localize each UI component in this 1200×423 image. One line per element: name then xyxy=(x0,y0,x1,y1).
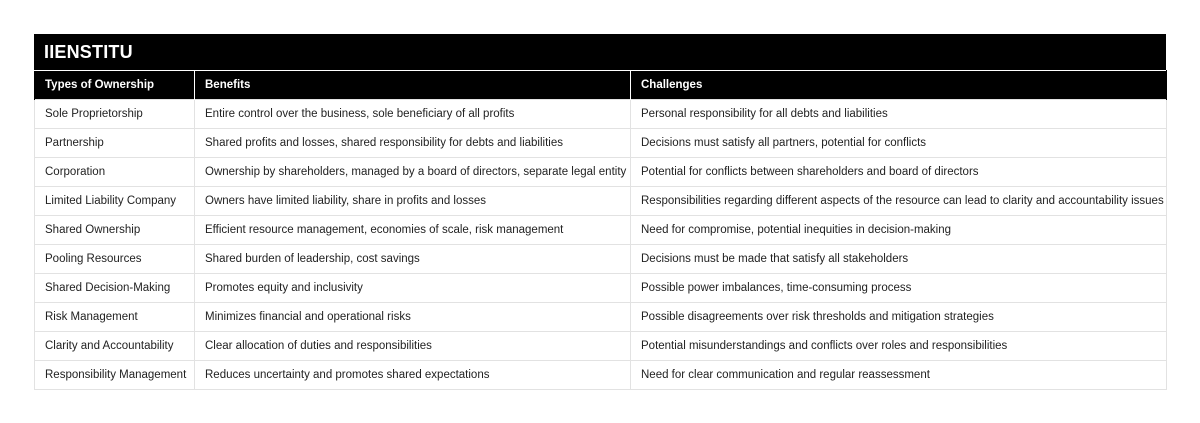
cell-challenges: Potential for conflicts between shareholders and board of directors xyxy=(631,158,1167,187)
ownership-table xyxy=(34,70,1167,390)
cell-challenges: Personal responsibility for all debts and liabilities xyxy=(631,100,1167,129)
cell-benefits: Clear allocation of duties and responsibilities xyxy=(195,332,631,361)
table-row xyxy=(35,187,1167,216)
table-row xyxy=(35,100,1167,129)
column-header-challenges: Challenges xyxy=(631,71,1167,100)
table-row xyxy=(35,245,1167,274)
cell-challenges: Possible power imbalances, time-consuming process xyxy=(631,274,1167,303)
cell-challenges: Need for clear communication and regular reassessment xyxy=(631,361,1167,390)
cell-challenges: Decisions must satisfy all partners, potential for conflicts xyxy=(631,129,1167,158)
cell-type: Pooling Resources xyxy=(35,245,195,274)
cell-type: Clarity and Accountability xyxy=(35,332,195,361)
table-row xyxy=(35,332,1167,361)
cell-benefits: Minimizes financial and operational risks xyxy=(195,303,631,332)
table-row xyxy=(35,129,1167,158)
table-row xyxy=(35,303,1167,332)
cell-type: Limited Liability Company xyxy=(35,187,195,216)
cell-benefits: Shared profits and losses, shared responsibility for debts and liabilities xyxy=(195,129,631,158)
table-row xyxy=(35,361,1167,390)
cell-type: Risk Management xyxy=(35,303,195,332)
cell-type: Responsibility Management xyxy=(35,361,195,390)
column-header-benefits: Benefits xyxy=(195,71,631,100)
cell-type: Shared Decision-Making xyxy=(35,274,195,303)
cell-challenges: Responsibilities regarding different aspects of the resource can lead to clarity and accountability issues xyxy=(631,187,1167,216)
table-header-row xyxy=(35,71,1167,100)
cell-type: Partnership xyxy=(35,129,195,158)
table-row xyxy=(35,216,1167,245)
cell-challenges: Potential misunderstandings and conflicts over roles and responsibilities xyxy=(631,332,1167,361)
cell-challenges: Possible disagreements over risk thresholds and mitigation strategies xyxy=(631,303,1167,332)
cell-benefits: Ownership by shareholders, managed by a board of directors, separate legal entity xyxy=(195,158,631,187)
cell-benefits: Entire control over the business, sole beneficiary of all profits xyxy=(195,100,631,129)
brand-header: IIENSTITU xyxy=(34,34,1166,70)
cell-benefits: Shared burden of leadership, cost savings xyxy=(195,245,631,274)
cell-benefits: Reduces uncertainty and promotes shared expectations xyxy=(195,361,631,390)
cell-challenges: Need for compromise, potential inequities in decision-making xyxy=(631,216,1167,245)
table-row xyxy=(35,158,1167,187)
cell-type: Shared Ownership xyxy=(35,216,195,245)
cell-type: Corporation xyxy=(35,158,195,187)
column-header-types: Types of Ownership xyxy=(35,71,195,100)
cell-benefits: Efficient resource management, economies of scale, risk management xyxy=(195,216,631,245)
cell-benefits: Promotes equity and inclusivity xyxy=(195,274,631,303)
cell-benefits: Owners have limited liability, share in profits and losses xyxy=(195,187,631,216)
cell-type: Sole Proprietorship xyxy=(35,100,195,129)
cell-challenges: Decisions must be made that satisfy all stakeholders xyxy=(631,245,1167,274)
table-row xyxy=(35,274,1167,303)
ownership-table-container xyxy=(34,34,1166,390)
